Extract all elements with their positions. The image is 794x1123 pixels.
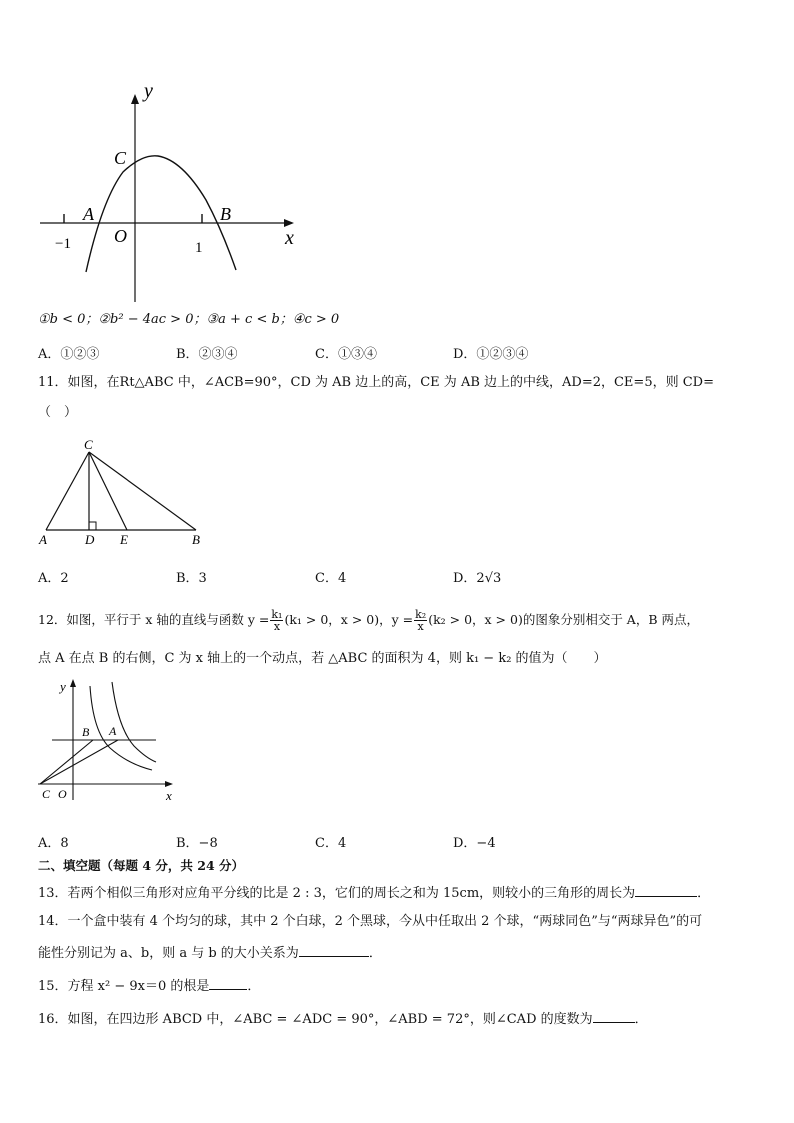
label-C: C [114,148,127,168]
q12-option-b: B．−8 [176,836,218,851]
label-y: y [144,80,153,102]
fraction-k1-over-x [270,609,283,632]
q16-end: ． [634,1012,648,1027]
q12-text-b: (k₁ > 0，x > 0)，y = [284,612,414,627]
right-angle-mark [89,522,96,530]
x-axis-arrow [284,219,294,227]
fig12-label-C: C [42,787,51,801]
curve-k2 [90,686,152,770]
hyperbola-figure [30,676,190,806]
q10-conditions: ①b < 0；②b² − 4ac > 0；③a + c < b；④c > 0 [38,312,340,327]
q10-option-a: A．①②③ [38,347,100,362]
segment-CA [46,452,89,530]
q10-option-c: C．①③④ [315,347,377,362]
label-B: B [220,204,231,224]
frac2-den: x [417,620,424,633]
frac1-den: x [273,620,281,633]
q11-option-d: D．2√3 [453,571,502,586]
label-A: A [83,204,94,224]
segment-CA [40,740,118,784]
fig12-label-O: O [58,787,67,801]
triangle-figure [30,436,220,548]
q14-text-line2 [38,944,382,963]
q12-text-line1 [38,609,699,632]
section-heading: 二、填空题（每题 4 分，共 24 分） [38,858,245,873]
segment-CE [89,452,127,530]
fig11-label-D: D [85,532,95,547]
q12-text-a: 12．如图，平行于 x 轴的直线与函数 y = [38,612,270,627]
q15-answer-blank[interactable] [209,977,247,990]
frac1-num: k₁ [271,608,283,621]
q13-question: 13．若两个相似三角形对应角平分线的比是 2 : 3，它们的周长之和为 15cm，则较小的三角形的周长为 [38,886,636,901]
fig12-label-x: x [166,788,172,803]
q16-answer-blank[interactable] [593,1010,635,1023]
q14-end: ． [368,946,382,961]
q12-text-c: (k₂ > 0，x > 0)的图象分别相交于 A，B 两点， [428,612,699,627]
q11-option-c: C．4 [315,571,347,586]
q11-text-line2: （ ） [38,405,78,420]
q11-option-a: A．2 [38,571,69,586]
y-axis-arrow [131,94,139,104]
fig12-label-B: B [82,725,90,739]
q12-option-a: A．8 [38,836,69,851]
q16-text [38,1010,648,1029]
fig11-label-B: B [192,532,200,547]
q11-text-line1: 11．如图，在Rt△ABC 中，∠ACB=90°，CD 为 AB 边上的高，CE 为 AB 边上的中线，AD=2，CE=5，则 CD= [38,375,714,390]
q10-option-d: D．①②③④ [453,347,529,362]
q14-answer-blank[interactable] [299,944,369,957]
curve-k1 [112,682,156,762]
fig11-label-E: E [120,532,128,547]
fraction-k2-over-x [414,609,427,632]
parabola-graph [30,80,310,310]
q12-option-c: C．4 [315,836,347,851]
q12-option-d: D．−4 [453,836,496,851]
q12-text-line2: 点 A 在点 B 的右侧，C 为 x 轴上的一个动点，若 △ABC 的面积为 4，则 k₁ − k₂ 的值为（ ） [38,651,607,666]
fig11-label-A: A [39,532,47,547]
q13-end: ． [697,886,711,901]
q13-answer-blank[interactable] [635,884,697,897]
q11-option-b: B．3 [176,571,207,586]
segment-CB [40,740,93,784]
fig12-label-A: A [109,724,117,738]
q10-option-b: B．②③④ [176,347,238,362]
q15-text [38,977,260,996]
fig12-x-arrow [165,781,173,787]
fig12-y-arrow [70,679,76,687]
q15-question: 15．方程 x² − 9x＝0 的根是 [38,979,210,994]
q14-text-line1: 14．一个盒中装有 4 个均匀的球，其中 2 个白球，2 个黑球，今从中任取出 2 个球，“两球同色”与“两球异色”的可 [38,914,703,929]
q16-question: 16．如图，在四边形 ABCD 中，∠ABC = ∠ADC = 90°，∠ABD = 72°，则∠CAD 的度数为 [38,1012,593,1027]
fig12-label-y: y [60,679,66,694]
q13-text [38,884,710,903]
frac2-num: k₂ [415,608,427,621]
fig11-label-C: C [84,437,93,452]
segment-CB [89,452,196,530]
parabola-curve [86,156,236,272]
label-neg1: −1 [55,236,71,252]
label-O: O [114,226,127,246]
q14-question: 能性分别记为 a、b，则 a 与 b 的大小关系为 [38,946,299,961]
q15-end: ． [247,979,261,994]
label-one: 1 [195,240,203,256]
label-x: x [285,227,294,249]
